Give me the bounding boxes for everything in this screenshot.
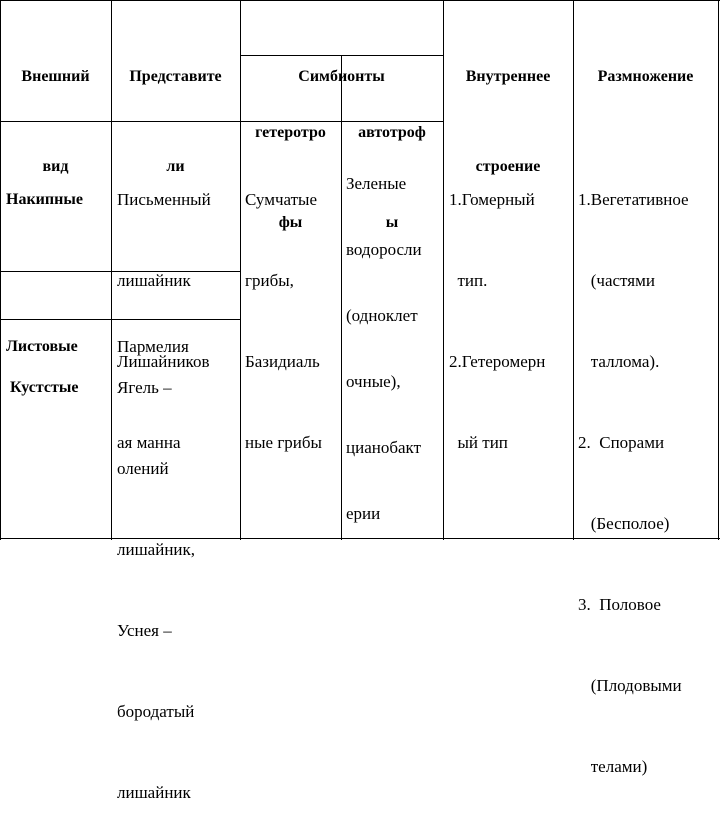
row-appearance-crustose: Накипные [6, 191, 83, 208]
header-internal-structure: Внутреннее строение [465, 68, 551, 175]
header-heterotrophs: гетеротро фы [255, 124, 326, 231]
cell-autotrophs: Зеленые водоросли (одноклет очные), цианобакт ерии [346, 174, 422, 523]
header-autotrophs: автотроф ы [358, 124, 426, 231]
row-representatives-crustose: Письменный лишайник Лишайников ая манна [117, 190, 211, 452]
header-reproduction: Размножение [597, 68, 694, 85]
table-border-right [718, 0, 719, 540]
header-representatives: Представите ли [129, 68, 222, 175]
cell-heterotrophs: Сумчатые грибы, Базидиаль ные грибы [245, 190, 322, 452]
header-symbionts: Симбионты [298, 68, 385, 85]
table-border-top [0, 0, 720, 1]
header-appearance: Внешний вид [21, 68, 90, 175]
cell-internal-structure: 1.Гомерный тип. 2.Гетеромерн ый тип [449, 190, 546, 452]
row-representatives-foliose: Пармелия [117, 337, 189, 356]
row-appearance-foliose: Листовые [6, 338, 78, 355]
row-representatives-fruticose: Ягель – олений лишайник, Уснея – бородатый лишайник [117, 378, 196, 802]
row-appearance-fruticose: Кустстые [10, 379, 79, 396]
cell-reproduction: 1.Вегетативное (частями таллома). 2. Спорами (Бесполое) 3. Половое (Плодовыми телами) [578, 190, 689, 776]
